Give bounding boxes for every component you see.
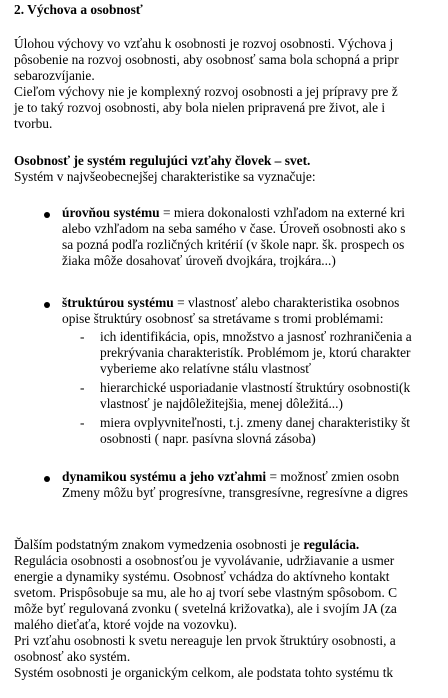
system-title: Osobnosť je systém regulujúci vzťahy človek – svet.	[14, 153, 311, 168]
regulation-line-3: energie a dynamiky systému. Osobnosť vchádza do aktívneho kontakt	[14, 569, 390, 584]
bullet-3-line-1	[62, 469, 399, 485]
dash-marker: -	[80, 329, 85, 344]
intro-line-1: Úlohou výchovy vo vzťahu k osobnosti je rozvoj osobnosti. Výchova j	[14, 36, 394, 51]
dash-3-line-2: osobnosti ( napr. pasívna slovná zásoba)	[100, 431, 316, 446]
bullet-1-line-2: alebo vzhľadom na seba samého v čase. Úroveň osobnosti ako s	[62, 221, 406, 236]
dash-1-line-2: prekrývania charakteristík. Problémom je, ktorú charakter	[100, 345, 411, 360]
regulation-line-1	[14, 537, 359, 553]
bullet-1-line-1	[62, 205, 405, 221]
bullet-3-term: dynamikou systému a jeho vzťahmi	[62, 469, 267, 484]
intro-line-4: Cieľom výchovy nie je komplexný rozvoj osobnosti a jej prípravy pre ž	[14, 84, 398, 99]
intro-line-2: pôsobenie na rozvoj osobnosti, aby osobnosť sama bola schopná a pripr	[14, 52, 399, 67]
bullet-2-text: = vlastnosť alebo charakteristika osobnos	[173, 295, 400, 310]
dash-1-line-1: ich identifikácia, opis, množstvo a jasnosť rozhraničenia a	[100, 329, 412, 344]
regulation-line-9: Systém osobnosti je organickým celkom, ale podstata tohto systému tk	[14, 665, 394, 680]
section-heading: 2. Výchova a osobnosť	[14, 2, 143, 17]
bullet-dot	[44, 476, 50, 482]
bullet-1-text: = miera dokonalosti vzhľadom na externé kri	[159, 205, 406, 220]
bullet-2-term: štruktúrou systému	[62, 295, 174, 310]
regulation-line-8: osobnosť ako systém.	[14, 649, 131, 664]
bullet-1-line-3: sa pozná podľa rozličných kritérií (v škole napr. šk. prospech os	[62, 237, 405, 252]
regulation-line-5: môže byť regulovaná zvonku ( svetelná križovatka), ale i svojím JA (za	[14, 601, 397, 616]
regulation-line-7: Pri vzťahu osobnosti k svetu nereaguje len prvok štruktúry osobnosti, a	[14, 633, 396, 648]
intro-line-5: je to taký rozvoj osobnosti, aby bola nielen pripravená pre život, ale i	[14, 100, 386, 115]
dash-2-line-1: hierarchické usporiadanie vlastností štruktúry osobnosti(k	[100, 380, 411, 395]
dash-marker: -	[80, 380, 85, 395]
dash-marker: -	[80, 415, 85, 430]
bullet-2-line-2: opise štruktúry osobnosť sa stretávame s tromi problémami:	[62, 311, 384, 326]
dash-3-line-1: miera ovplyvniteľnosti, t.j. zmeny danej charakteristiky št	[100, 415, 410, 430]
bullet-1-term: úrovňou systému	[62, 205, 160, 220]
bullet-3-line-2: Zmeny môžu byť progresívne, transgresívne, regresívne a digres	[62, 485, 408, 500]
regulation-line-6: malého dieťaťa, ktoré vojde na vozovku).	[14, 617, 238, 632]
bullet-1-line-4: žiaka môže dosahovať úroveň dvojkára, trojkára...)	[62, 253, 336, 268]
bullet-2-line-1	[62, 295, 399, 311]
bullet-dot	[44, 302, 50, 308]
regulation-line-2: Regulácia osobnosti a osobnosťou je vyvolávanie, udržiavanie a usmer	[14, 553, 395, 568]
regulation-term: regulácia.	[303, 537, 360, 552]
dash-2-line-2: vlastnosť je najdôležitejšia, menej dôležitá...)	[100, 396, 343, 411]
regulation-lead: Ďalším podstatným znakom vymedzenia osobnosti je	[14, 537, 304, 552]
dash-1-line-3: vyberieme ako relatívne stálu vlastnosť	[100, 361, 311, 376]
bullet-3-text: = možnosť zmien osobn	[266, 469, 400, 484]
regulation-line-4: svetom. Prispôsobuje sa mu, ale ho aj tvorí sebe vlastným spôsobom. C	[14, 585, 398, 600]
intro-line-6: tvorbu.	[14, 116, 53, 131]
system-description: Systém v najvšeobecnejšej charakteristike sa vyznačuje:	[14, 169, 316, 184]
intro-line-3: sebarozvíjanie.	[14, 68, 95, 83]
bullet-dot	[44, 212, 50, 218]
